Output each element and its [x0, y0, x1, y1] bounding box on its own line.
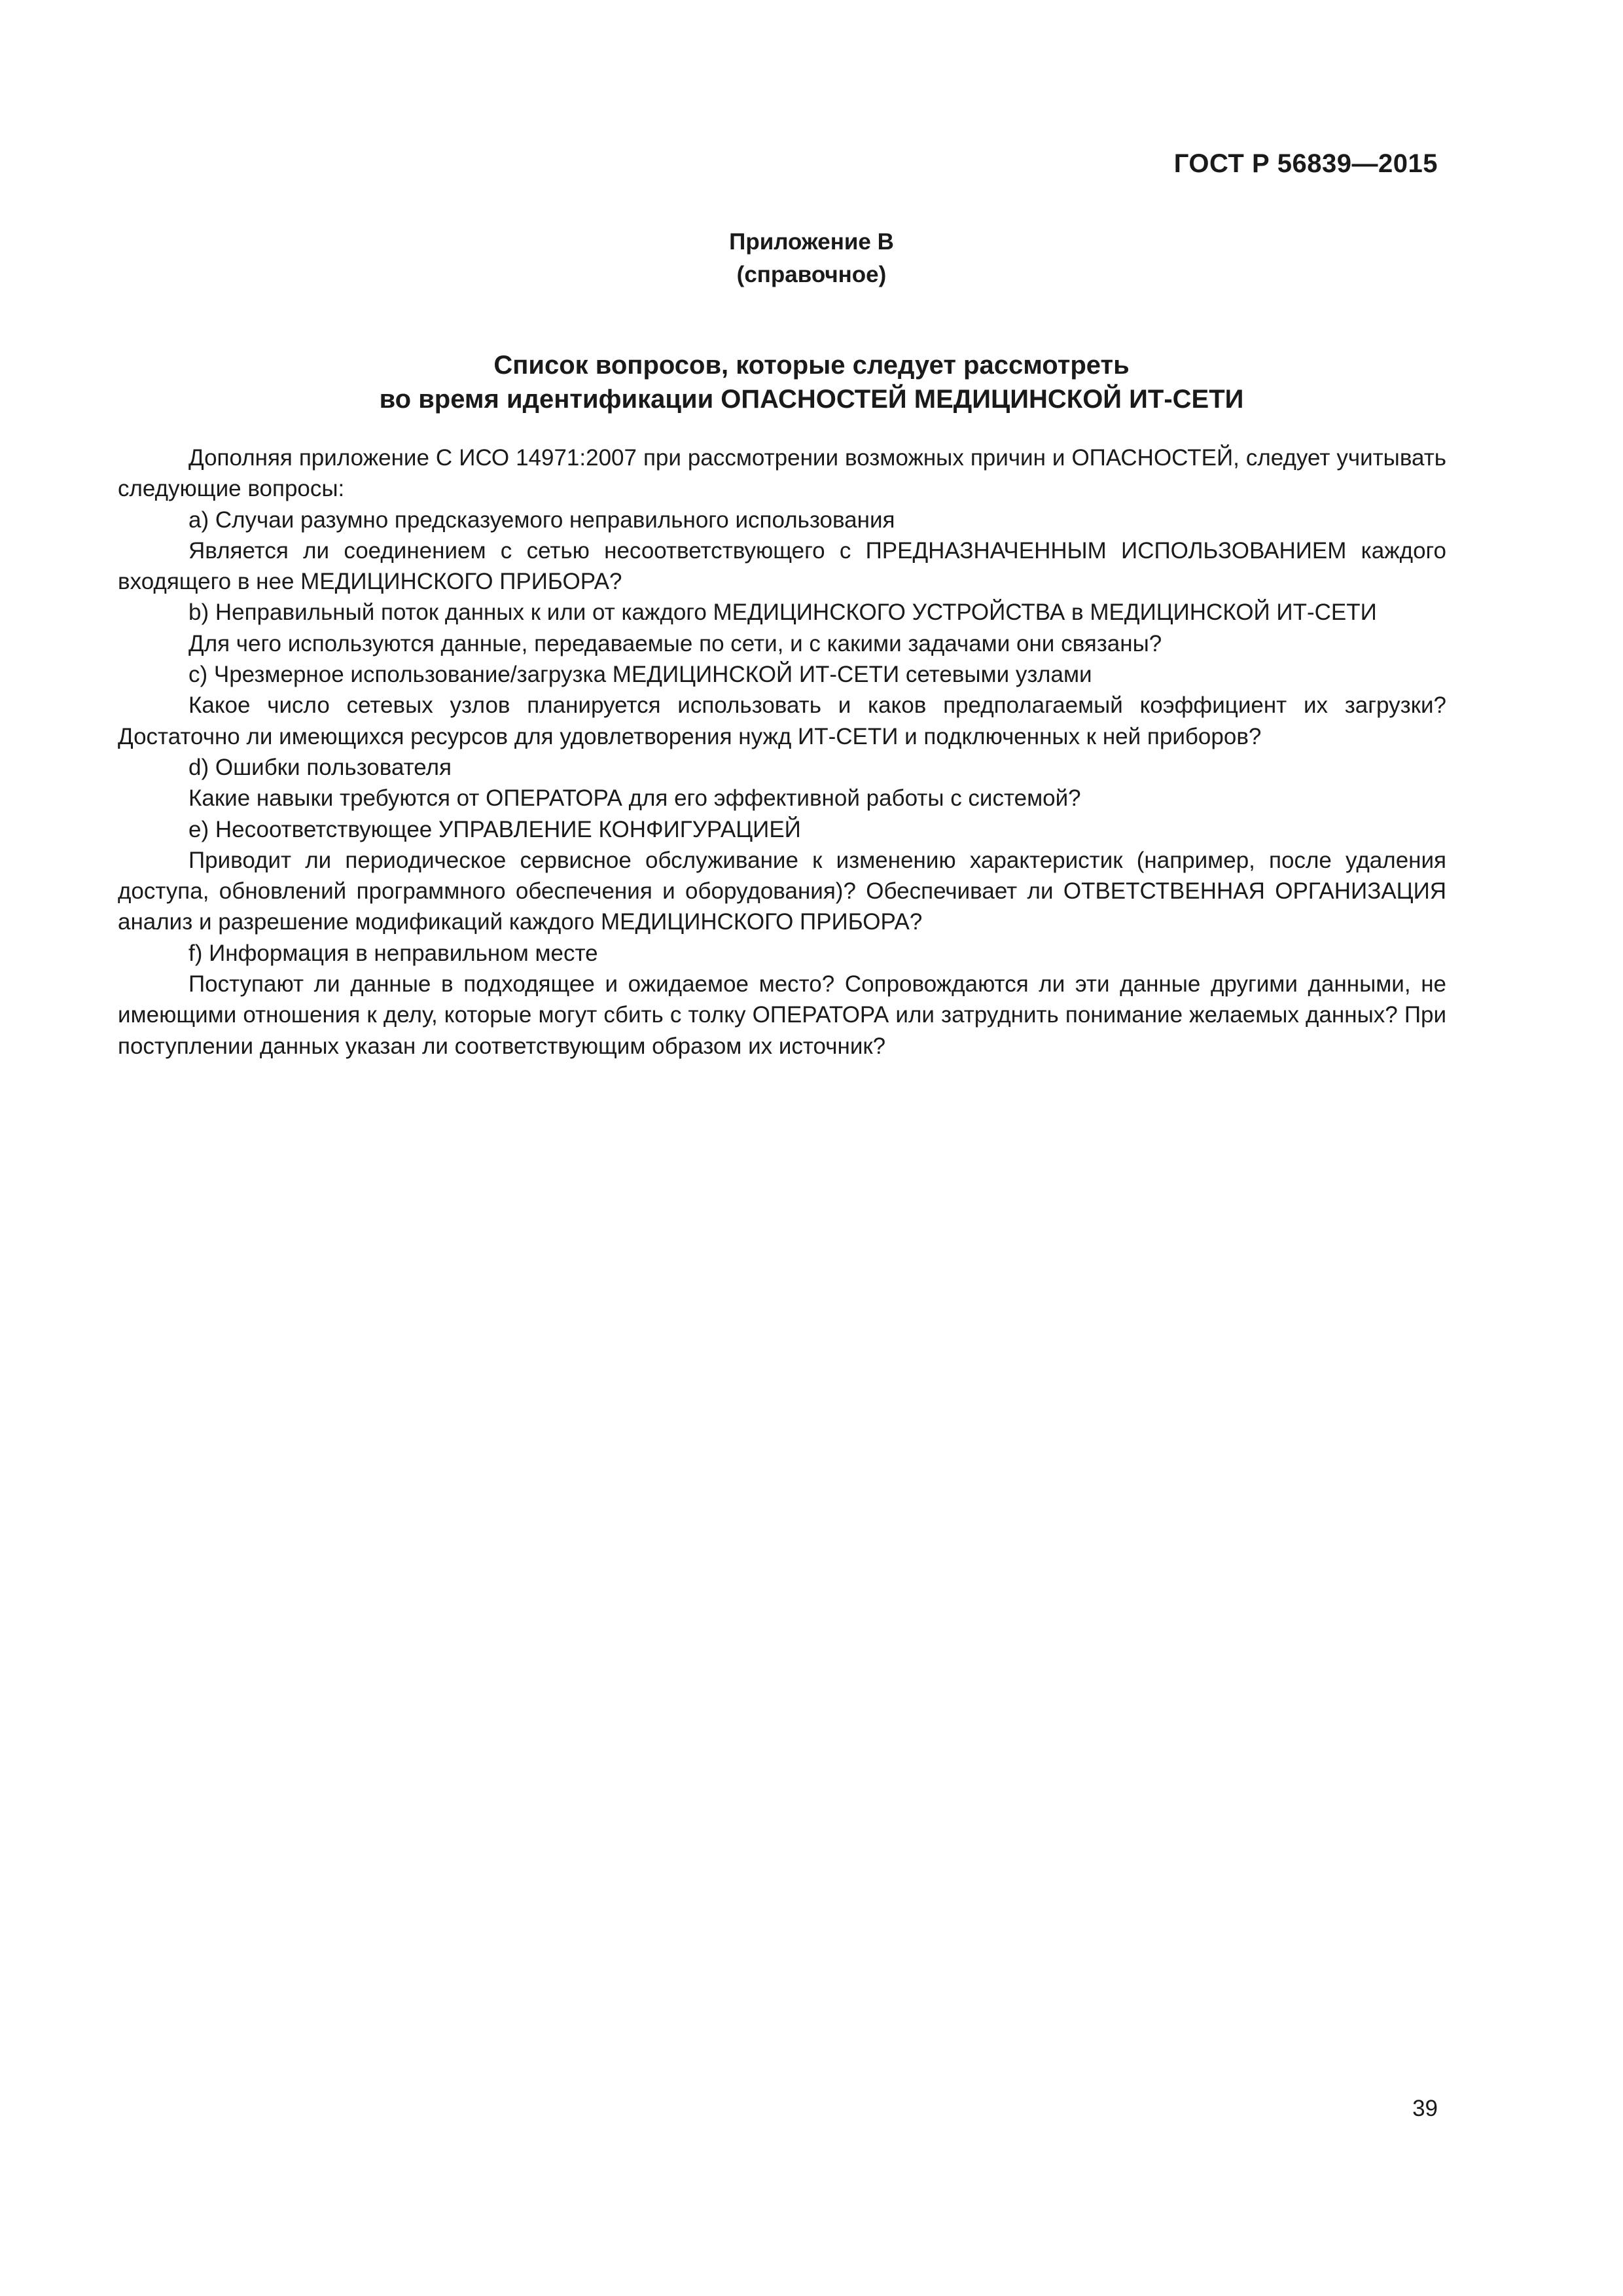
paragraph: Для чего используются данные, передаваемые по сети, и с какими задачами они связаны? [188, 630, 1162, 656]
list-item-heading: f) Информация в неправильном месте [188, 940, 598, 966]
body-text [118, 442, 1446, 1062]
list-item-heading: b) Неправильный поток данных к или от каждого МЕДИЦИНСКОГО УСТРОЙСТВА в МЕДИЦИНСКОЙ ИТ-СЕТИ [188, 600, 1377, 626]
list-item-heading: d) Ошибки пользователя [188, 754, 452, 780]
paragraph: Приводит ли периодическое сервисное обслуживание к изменению характеристик (например, после удаления доступа, обновлений программного обеспечения и оборудования)? Обеспечивает ли ОТВЕТСТВЕННАЯ ОРГАНИЗАЦИЯ анализ и разрешение модификаций каждого МЕДИЦИНСКОГО ПРИБОРА? [118, 847, 1446, 935]
appendix-type: (справочное) [736, 262, 887, 287]
title-line-1: Список вопросов, которые следует рассмотреть [493, 351, 1130, 380]
paragraph: Дополняя приложение С ИСО 14971:2007 при рассмотрении возможных причин и ОПАСНОСТЕЙ, следует учитывать следующие вопросы: [118, 445, 1446, 502]
paragraph: Поступают ли данные в подходящее и ожидаемое место? Сопровождаются ли эти данные другими данными, не имеющими отношения к делу, которые могут сбить с толку ОПЕРАТОРА или затруднить понимание желаемых данных? При поступлении данных указан ли соответствующим образом их источник? [118, 971, 1446, 1059]
page-number: 39 [1412, 2096, 1438, 2121]
section-title [0, 348, 1623, 416]
appendix-heading [0, 226, 1623, 291]
list-item-heading: e) Несоответствующее УПРАВЛЕНИЕ КОНФИГУРАЦИЕЙ [188, 816, 801, 842]
appendix-label: Приложение В [729, 229, 894, 255]
paragraph: Является ли соединением с сетью несоответствующего с ПРЕДНАЗНАЧЕННЫМ ИСПОЛЬЗОВАНИЕМ каждого входящего в нее МЕДИЦИНСКОГО ПРИБОРА? [118, 537, 1446, 595]
paragraph: Какие навыки требуются от ОПЕРАТОРА для его эффективной работы с системой? [188, 785, 1081, 812]
document-header: ГОСТ Р 56839—2015 [1173, 149, 1438, 178]
list-item-heading: c) Чрезмерное использование/загрузка МЕДИЦИНСКОЙ ИТ-СЕТИ сетевыми узлами [188, 662, 1092, 688]
paragraph: Какое число сетевых узлов планируется использовать и каков предполагаемый коэффициент их загрузки? Достаточно ли имеющихся ресурсов для удовлетворения нужд ИТ-СЕТИ и подключенных к ней приборов? [118, 692, 1446, 749]
list-item-heading: a) Случаи разумно предсказуемого неправильного использования [188, 507, 895, 533]
title-line-2: во время идентификации ОПАСНОСТЕЙ МЕДИЦИНСКОЙ ИТ-СЕТИ [379, 385, 1244, 414]
